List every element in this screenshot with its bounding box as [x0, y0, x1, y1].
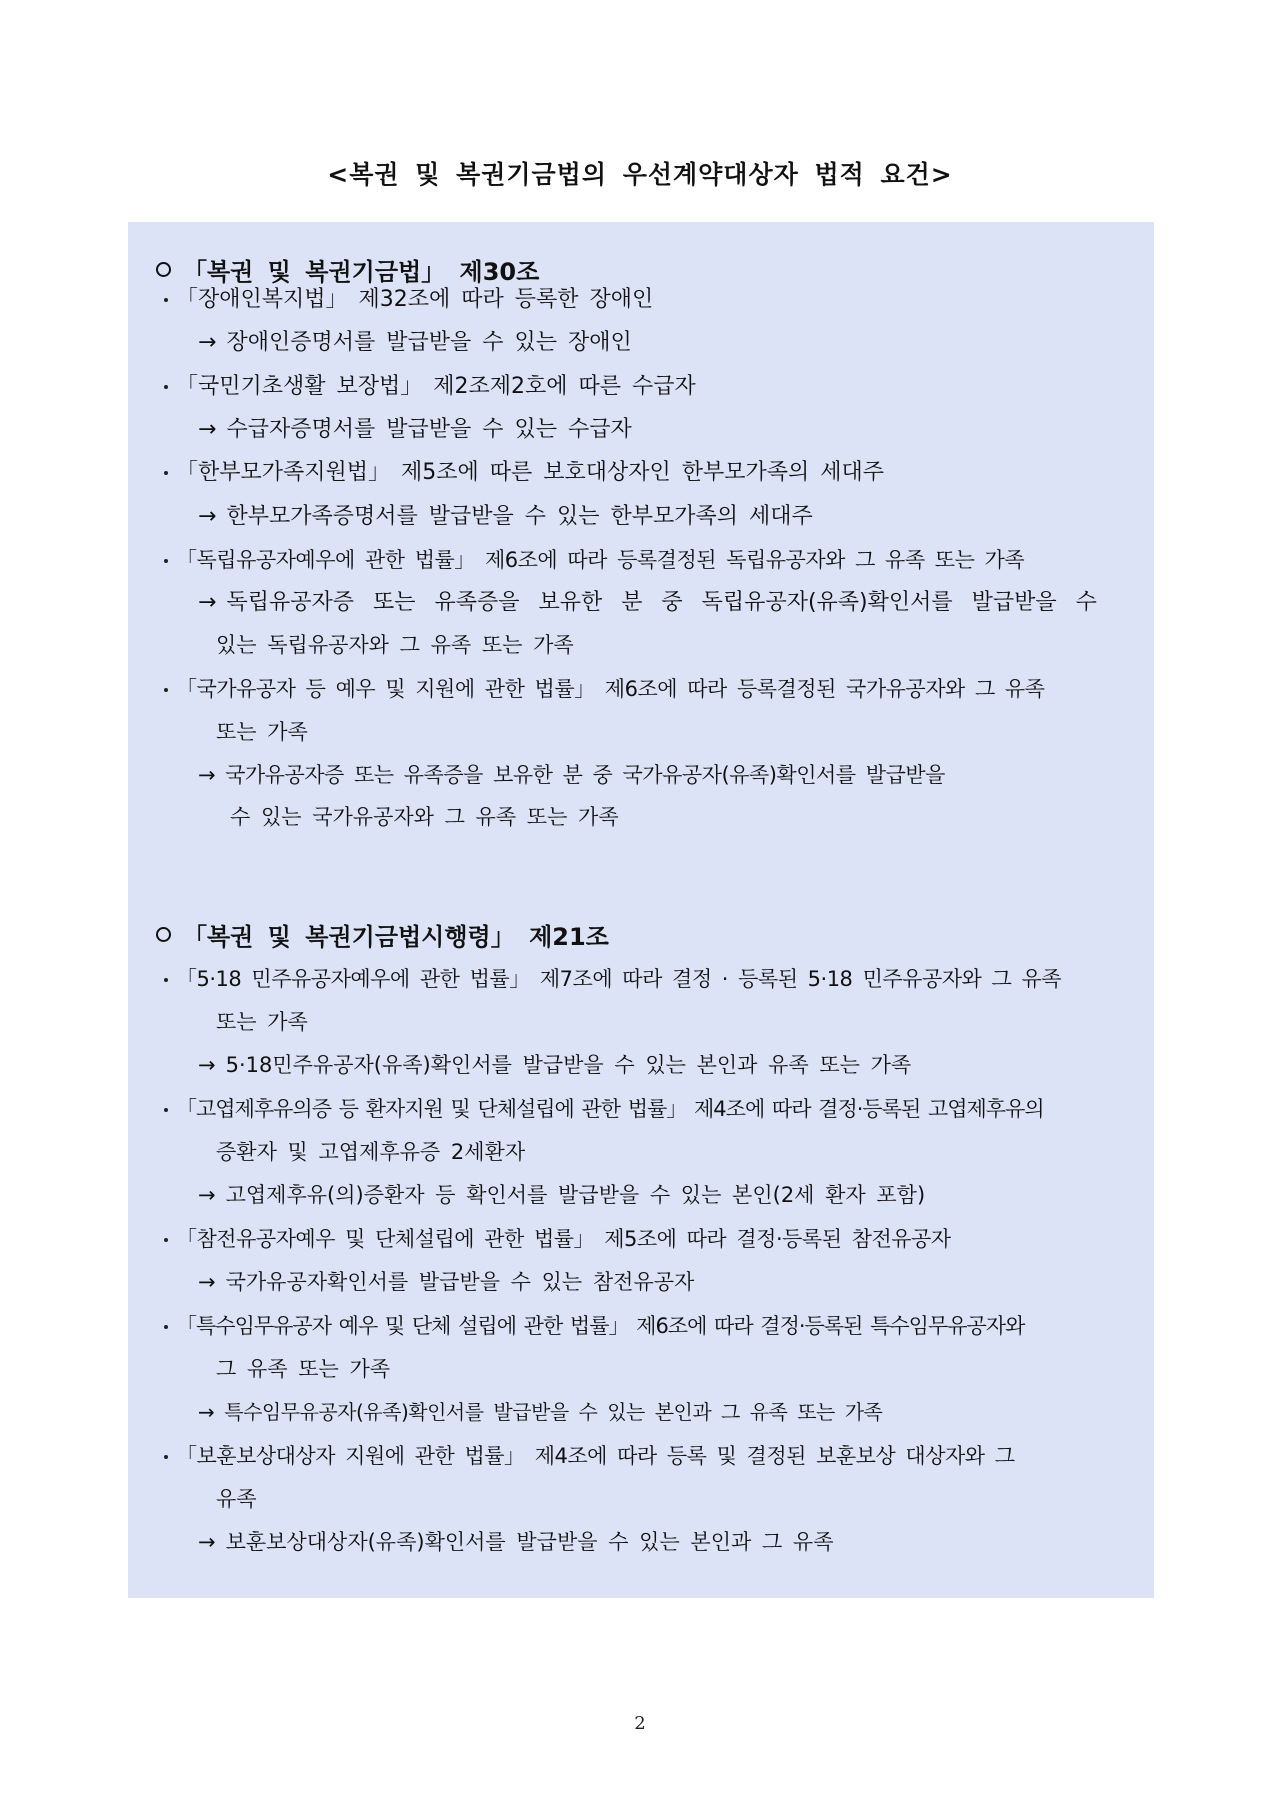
- arrow-icon: →: [198, 590, 217, 615]
- arrow-icon: →: [198, 1270, 216, 1294]
- arrow-icon: →: [198, 1183, 216, 1207]
- section-heading: [156, 917, 609, 952]
- bullet-dot-icon: [164, 978, 168, 982]
- arrow-text: 장애인증명서를 발급받을 수 있는 장애인: [226, 330, 632, 355]
- bullet-text: 「장애인복지법」 제32조에 따라 등록한 장애인: [176, 287, 654, 312]
- list-item-detail: [198, 1267, 694, 1297]
- arrow-icon: →: [198, 1400, 215, 1424]
- bullet-dot-icon: [164, 385, 168, 389]
- bullet-text: 「독립유공자예우에 관한 법률」 제6조에 따라 등록결정된 독립유공자와 그 유족 또는 가족: [176, 548, 1025, 572]
- bullet-dot-icon: [164, 1325, 168, 1329]
- arrow-icon: →: [198, 1053, 216, 1077]
- arrow-text: 수급자증명서를 발급받을 수 있는 수급자: [226, 417, 632, 442]
- list-item: [164, 1441, 1015, 1471]
- list-item: [164, 545, 1024, 575]
- list-item: [164, 964, 1061, 994]
- list-item: [164, 1094, 1044, 1124]
- list-item-detail: [198, 588, 1097, 618]
- arrow-text: 독립유공자증 또는 유족증을 보유한 분 중 독립유공자(유족)확인서를 발급받을 수: [226, 590, 1097, 615]
- list-item-detail: [198, 1180, 925, 1210]
- section-heading-text: 「복권 및 복권기금법」 제30조: [183, 258, 540, 286]
- arrow-icon: →: [198, 330, 217, 355]
- list-item: [164, 285, 653, 315]
- bullet-dot-icon: [164, 1238, 168, 1242]
- bullet-text: 「특수임무유공자 예우 및 단체 설립에 관한 법률」 제6조에 따라 결정·등록된 특수임무유공자와: [176, 1314, 1025, 1338]
- list-item: [164, 372, 696, 402]
- arrow-text: 고엽제후유(의)증환자 등 확인서를 발급받을 수 있는 본인(2세 환자 포함): [225, 1183, 926, 1207]
- list-item-detail: [198, 760, 945, 790]
- bullet-dot-icon: [164, 559, 168, 563]
- arrow-text: 한부모가족증명서를 발급받을 수 있는 한부모가족의 세대주: [226, 504, 813, 529]
- circle-bullet-icon: [156, 927, 171, 942]
- circle-bullet-icon: [156, 262, 171, 277]
- bullet-dot-icon: [164, 471, 168, 475]
- list-item-detail-continued: 수 있는 국가유공자와 그 유족 또는 가족: [230, 805, 619, 829]
- bullet-text: 「보훈보상대상자 지원에 관한 법률」 제4조에 따라 등록 및 결정된 보훈보상 대상자와 그: [176, 1444, 1015, 1468]
- list-item-detail-continued: 있는 독립유공자와 그 유족 또는 가족: [216, 633, 574, 657]
- bullet-text: 「고엽제후유의증 등 환자지원 및 단체설립에 관한 법률」 제4조에 따라 결정·등록된 고엽제후유의: [176, 1097, 1044, 1121]
- list-item: [164, 458, 884, 488]
- list-item-detail: [198, 502, 813, 532]
- requirements-box: [128, 222, 1154, 1598]
- list-item-detail: [198, 1527, 833, 1557]
- arrow-text: 국가유공자증 또는 유족증을 보유한 분 중 국가유공자(유족)확인서를 발급받을: [225, 763, 945, 787]
- list-item-continued: 증환자 및 고엽제후유증 2세환자: [216, 1140, 526, 1164]
- list-item: [164, 1311, 1024, 1341]
- section-heading-text: 「복권 및 복권기금법시행령」 제21조: [183, 923, 609, 951]
- list-item: [164, 674, 1044, 704]
- bullet-dot-icon: [164, 298, 168, 302]
- arrow-icon: →: [198, 763, 216, 787]
- bullet-text: 「국민기초생활 보장법」 제2조제2호에 따른 수급자: [176, 374, 696, 399]
- bullet-text: 「5·18 민주유공자예우에 관한 법률」 제7조에 따라 결정 · 등록된 5·18 민주유공자와 그 유족: [176, 967, 1062, 991]
- list-item-detail: [198, 415, 632, 445]
- arrow-icon: →: [198, 1530, 216, 1554]
- bullet-text: 「국가유공자 등 예우 및 지원에 관한 법률」 제6조에 따라 등록결정된 국가유공자와 그 유족: [176, 677, 1045, 701]
- arrow-text: 보훈보상대상자(유족)확인서를 발급받을 수 있는 본인과 그 유족: [225, 1530, 834, 1554]
- list-item-continued: 그 유족 또는 가족: [216, 1357, 391, 1381]
- list-item-detail: [198, 1050, 911, 1080]
- list-item-detail: [198, 328, 632, 358]
- section-heading: [156, 252, 539, 287]
- arrow-icon: →: [198, 417, 217, 442]
- list-item-detail: [198, 1397, 882, 1427]
- arrow-text: 5·18민주유공자(유족)확인서를 발급받을 수 있는 본인과 유족 또는 가족: [225, 1053, 912, 1077]
- list-item-continued: 또는 가족: [216, 1010, 308, 1034]
- arrow-text: 국가유공자확인서를 발급받을 수 있는 참전유공자: [225, 1270, 695, 1294]
- bullet-text: 「참전유공자예우 및 단체설립에 관한 법률」 제5조에 따라 결정·등록된 참전유공자: [176, 1227, 951, 1251]
- list-item-continued: 유족: [216, 1487, 257, 1511]
- bullet-dot-icon: [164, 1455, 168, 1459]
- document-title: <복권 및 복권기금법의 우선계약대상자 법적 요건>: [327, 160, 953, 189]
- arrow-text: 특수임무유공자(유족)확인서를 발급받을 수 있는 본인과 그 유족 또는 가족: [224, 1400, 883, 1424]
- page-number: 2: [634, 1713, 646, 1734]
- arrow-icon: →: [198, 504, 217, 529]
- bullet-text: 「한부모가족지원법」 제5조에 따른 보호대상자인 한부모가족의 세대주: [176, 460, 885, 485]
- list-item-continued: 또는 가족: [216, 720, 308, 744]
- bullet-dot-icon: [164, 1108, 168, 1112]
- bullet-dot-icon: [164, 688, 168, 692]
- list-item: [164, 1224, 951, 1254]
